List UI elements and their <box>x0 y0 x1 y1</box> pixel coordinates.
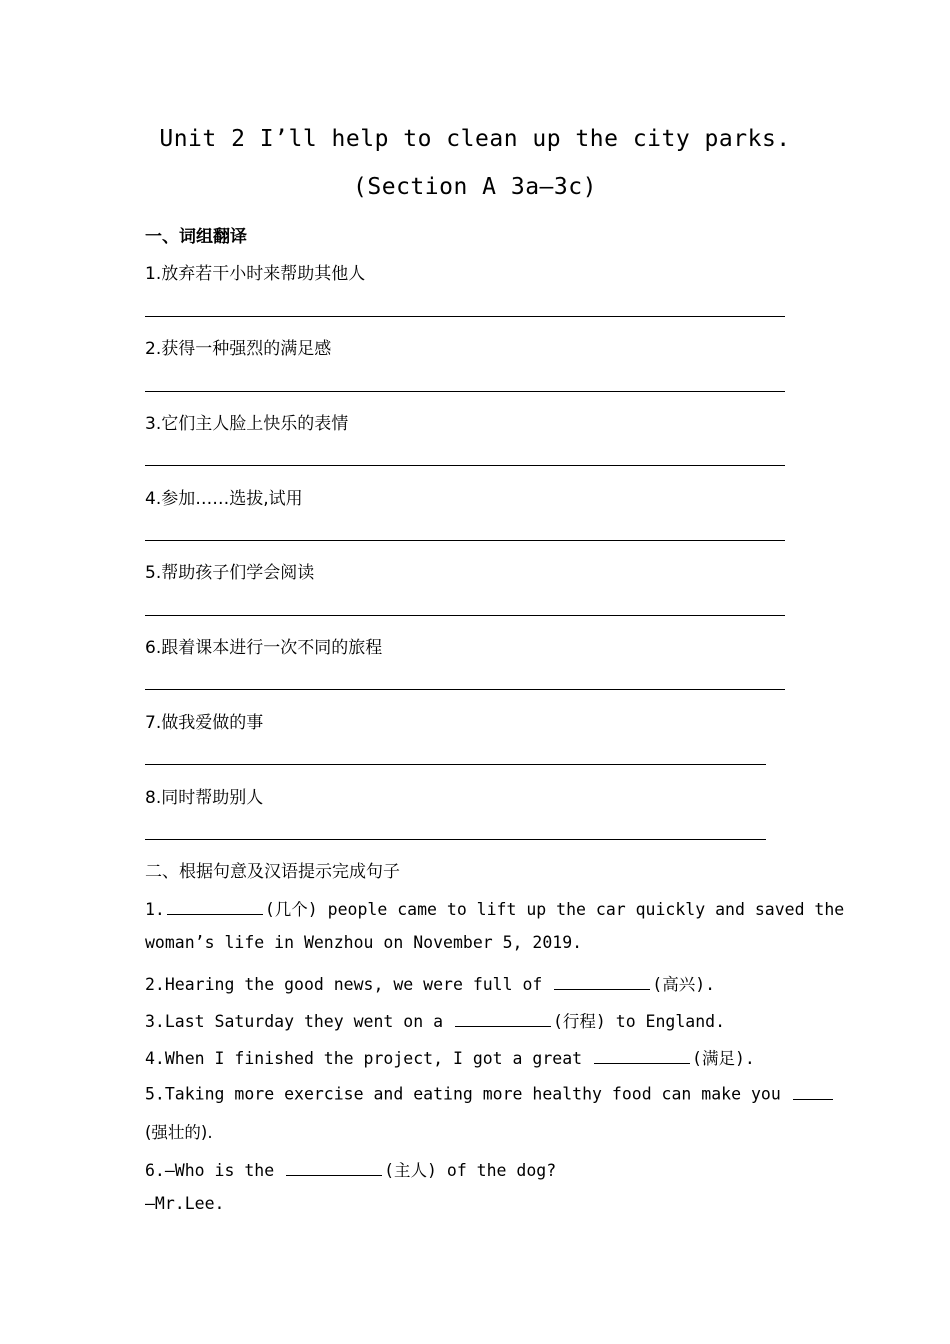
sentence-6-suffix: (主人) of the dog? <box>384 1161 557 1180</box>
answer-line-4[interactable] <box>145 540 785 541</box>
answer-line-3[interactable] <box>145 465 785 466</box>
sentence-2-prefix: 2.Hearing the good news, we were full of <box>145 975 543 994</box>
answer-line-6[interactable] <box>145 689 785 690</box>
blank-3[interactable] <box>455 1010 551 1028</box>
sentence-2-suffix: (高兴). <box>652 975 716 994</box>
sentence-4 <box>145 1045 755 1069</box>
sentence-5-prefix: 5.Taking more exercise and eating more healthy food can make you <box>145 1084 781 1104</box>
sentence-3 <box>145 1008 725 1032</box>
phrase-item-5: 5.帮助孩子们学会阅读 <box>145 563 315 583</box>
sentence-1-suffix: (几个) people came to lift up the car quickly and saved the <box>264 900 845 919</box>
blank-2[interactable] <box>554 973 650 991</box>
phrase-item-6: 6.跟着课本进行一次不同的旅程 <box>145 638 383 658</box>
sentence-4-suffix: (满足). <box>692 1049 755 1068</box>
phrase-item-4: 4.参加……选拔,试用 <box>145 489 303 509</box>
sentence-2 <box>145 971 715 995</box>
section2-heading: 二、根据句意及汉语提示完成句子 <box>145 862 400 882</box>
phrase-item-7: 7.做我爱做的事 <box>145 713 264 733</box>
section1-heading: 一、词组翻译 <box>145 227 247 247</box>
answer-line-5[interactable] <box>145 615 785 616</box>
sentence-4-prefix: 4.When I finished the project, I got a great <box>145 1049 583 1068</box>
answer-line-8[interactable] <box>145 839 766 840</box>
worksheet-title: Unit 2 I’ll help to clean up the city parks. <box>159 126 791 152</box>
answer-line-2[interactable] <box>145 391 785 392</box>
phrase-item-2: 2.获得一种强烈的满足感 <box>145 339 332 359</box>
sentence-3-prefix: 3.Last Saturday they went on a <box>145 1012 444 1031</box>
blank-1[interactable] <box>167 898 263 916</box>
sentence-5 <box>145 1082 835 1104</box>
phrase-item-8: 8.同时帮助别人 <box>145 788 264 808</box>
sentence-6-answer: —Mr.Lee. <box>145 1194 225 1213</box>
sentence-1-prefix: 1. <box>145 900 165 919</box>
sentence-5-line2: (强壮的). <box>145 1123 213 1142</box>
worksheet-subtitle: (Section A 3a—3c) <box>353 174 597 200</box>
phrase-item-1: 1.放弃若干小时来帮助其他人 <box>145 264 366 284</box>
sentence-6-prefix: 6.—Who is the <box>145 1161 275 1180</box>
sentence-1-line2: woman’s life in Wenzhou on November 5, 2019. <box>145 933 583 952</box>
blank-6[interactable] <box>286 1159 382 1177</box>
sentence-6 <box>145 1157 556 1181</box>
sentence-1 <box>145 896 844 920</box>
answer-line-7[interactable] <box>145 764 766 765</box>
answer-line-1[interactable] <box>145 316 785 317</box>
blank-4[interactable] <box>594 1047 690 1065</box>
blank-5[interactable] <box>793 1082 833 1100</box>
phrase-item-3: 3.它们主人脸上快乐的表情 <box>145 414 349 434</box>
sentence-3-suffix: (行程) to England. <box>552 1012 726 1031</box>
